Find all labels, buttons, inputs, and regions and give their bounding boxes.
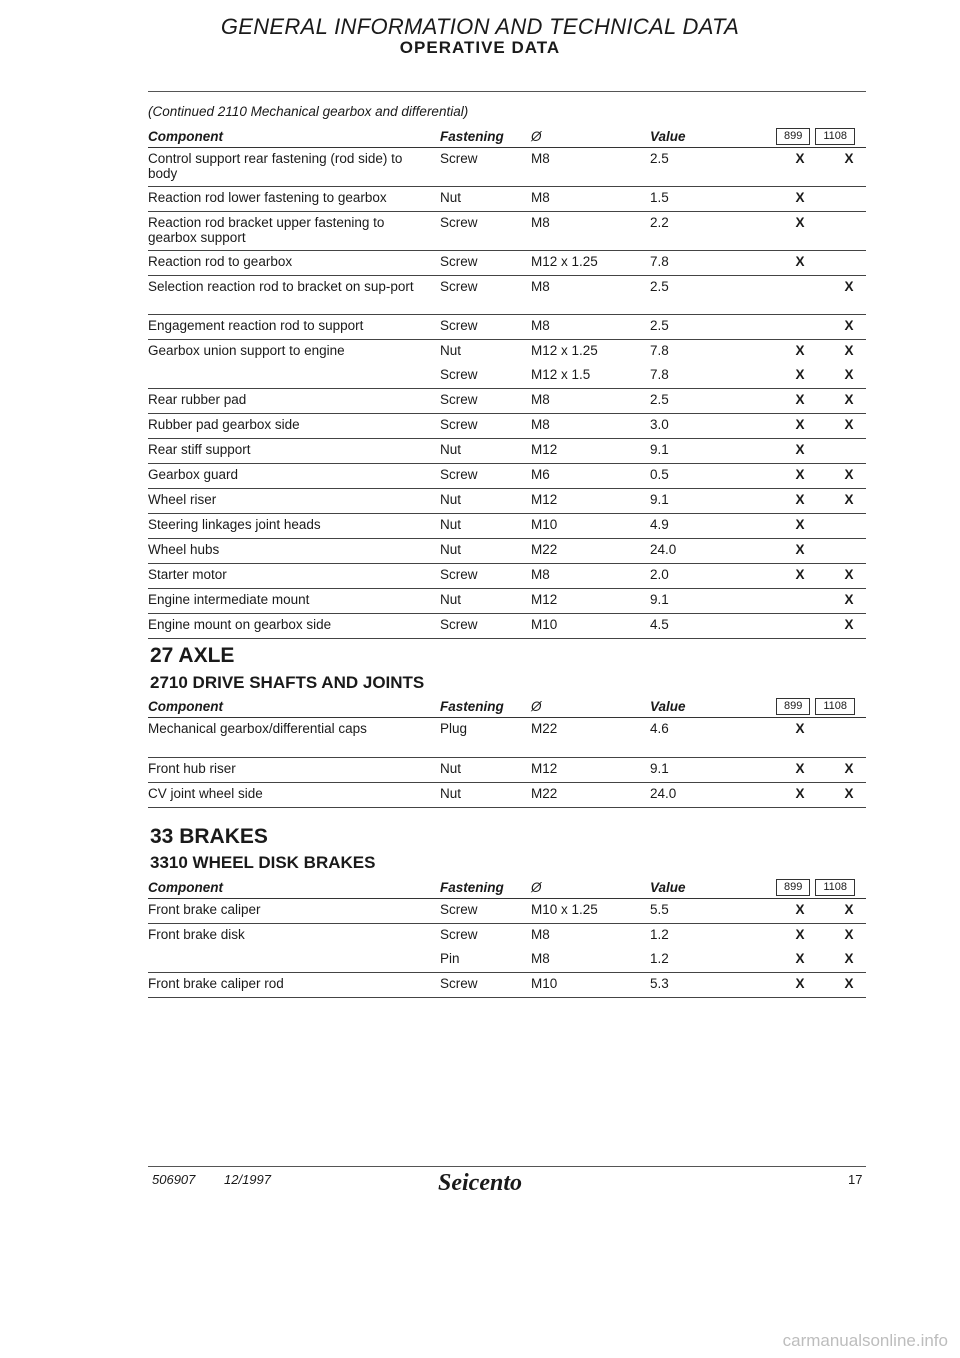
cell-model-1108: X — [844, 279, 854, 294]
cell-diameter: M10 — [531, 617, 558, 632]
table-row — [148, 187, 866, 212]
table-row — [148, 539, 866, 564]
cell-component: Rubber pad gearbox side — [148, 417, 300, 432]
cell-component: Steering linkages joint heads — [148, 517, 321, 532]
table-row — [148, 389, 866, 414]
col-fastening: Fastening — [440, 880, 504, 895]
cell-diameter: M8 — [531, 279, 550, 294]
col-diameter: Ø — [531, 129, 542, 144]
cell-model-899: X — [795, 254, 805, 269]
cell-fastening: Screw — [440, 467, 478, 482]
cell-model-1108: X — [844, 902, 854, 917]
cell-value: 3.0 — [650, 417, 669, 432]
col-fastening: Fastening — [440, 129, 504, 144]
cell-fastening: Nut — [440, 343, 462, 358]
page-subtitle: OPERATIVE DATA — [399, 38, 561, 57]
table-row — [148, 758, 866, 783]
cell-component: Engine mount on gearbox side — [148, 617, 332, 632]
cell-fastening: Screw — [440, 417, 478, 432]
table-row — [148, 718, 866, 758]
model-boxes — [776, 127, 860, 145]
cell-model-899: X — [795, 467, 805, 482]
cell-value: 0.5 — [650, 467, 669, 482]
cell-model-899: X — [795, 902, 805, 917]
cell-fastening: Screw — [440, 976, 478, 991]
cell-component: Rear stiff support — [148, 442, 251, 457]
col-value: Value — [650, 699, 686, 714]
cell-value: 7.8 — [650, 367, 669, 382]
table-axle — [148, 696, 866, 808]
cell-diameter: M12 — [531, 492, 558, 507]
footer-divider — [148, 1166, 866, 1167]
table-row — [148, 899, 866, 924]
table-row — [148, 340, 866, 364]
cell-value: 4.5 — [650, 617, 669, 632]
cell-diameter: M12 — [531, 592, 558, 607]
cell-model-1108: X — [844, 761, 854, 776]
cell-diameter: M12 — [531, 442, 558, 457]
cell-fastening: Screw — [440, 151, 478, 166]
cell-fastening: Nut — [440, 492, 462, 507]
cell-model-899: X — [795, 151, 805, 166]
table-row — [148, 439, 866, 464]
cell-fastening: Nut — [440, 761, 462, 776]
cell-component: Mechanical gearbox/differential caps — [148, 721, 367, 736]
footer-brand-logo: Seicento — [438, 1170, 522, 1196]
cell-value: 24.0 — [650, 786, 677, 801]
cell-component: Gearbox guard — [148, 467, 239, 482]
cell-diameter: M6 — [531, 467, 550, 482]
cell-value: 5.3 — [650, 976, 669, 991]
cell-model-1108: X — [844, 467, 854, 482]
continued-note: (Continued 2110 Mechanical gearbox and differential) — [148, 104, 469, 119]
cell-model-899: X — [795, 343, 805, 358]
cell-fastening: Screw — [440, 318, 478, 333]
cell-value: 2.2 — [650, 215, 669, 230]
cell-diameter: M12 x 1.25 — [531, 254, 598, 269]
table-row — [148, 251, 866, 276]
cell-model-899: X — [795, 392, 805, 407]
cell-value: 9.1 — [650, 761, 669, 776]
cell-diameter: M22 — [531, 786, 558, 801]
cell-model-899: X — [795, 976, 805, 991]
cell-component: Reaction rod bracket upper fastening to gearbox support — [148, 215, 385, 245]
cell-model-1108: X — [844, 617, 854, 632]
cell-value: 24.0 — [650, 542, 677, 557]
cell-diameter: M8 — [531, 215, 550, 230]
footer-date: 12/1997 — [224, 1172, 271, 1187]
cell-model-899: X — [795, 190, 805, 205]
cell-model-899: X — [795, 215, 805, 230]
cell-model-1108: X — [844, 492, 854, 507]
cell-fastening: Screw — [440, 617, 478, 632]
cell-model-899: X — [795, 786, 805, 801]
model-1108-box: 1108 — [815, 698, 855, 715]
model-boxes — [776, 878, 860, 896]
cell-fastening: Screw — [440, 902, 478, 917]
cell-value: 2.5 — [650, 392, 669, 407]
table-header — [148, 696, 866, 718]
cell-component: Gearbox union support to engine — [148, 343, 345, 358]
model-899-box: 899 — [776, 879, 810, 896]
cell-value: 9.1 — [650, 592, 669, 607]
cell-value: 2.5 — [650, 318, 669, 333]
cell-value: 2.5 — [650, 151, 669, 166]
section-title-axle: 27 AXLE — [150, 644, 235, 667]
cell-fastening: Screw — [440, 567, 478, 582]
cell-component: Engine intermediate mount — [148, 592, 310, 607]
table-row — [148, 564, 866, 589]
cell-fastening: Screw — [440, 279, 478, 294]
cell-model-1108: X — [844, 318, 854, 333]
cell-diameter: M10 — [531, 517, 558, 532]
section-title-brakes: 33 BRAKES — [150, 825, 268, 848]
table-row — [148, 783, 866, 808]
table-gearbox — [148, 126, 866, 639]
cell-diameter: M8 — [531, 151, 550, 166]
cell-component: Front brake caliper rod — [148, 976, 284, 991]
cell-model-899: X — [795, 417, 805, 432]
cell-fastening: Nut — [440, 592, 462, 607]
cell-value: 5.5 — [650, 902, 669, 917]
watermark: carmanualsonline.info — [782, 1331, 948, 1350]
table-row — [148, 315, 866, 340]
cell-value: 4.9 — [650, 517, 669, 532]
cell-component: Rear rubber pad — [148, 392, 247, 407]
cell-diameter: M12 — [531, 761, 558, 776]
table-row — [148, 589, 866, 614]
cell-model-899: X — [795, 927, 805, 942]
cell-model-899: X — [795, 951, 805, 966]
table-brakes — [148, 877, 866, 998]
cell-model-1108: X — [844, 951, 854, 966]
table-row — [148, 514, 866, 539]
col-component: Component — [148, 129, 223, 144]
cell-model-899: X — [795, 517, 805, 532]
table-row — [148, 364, 866, 389]
table-row — [148, 614, 866, 639]
cell-fastening: Screw — [440, 215, 478, 230]
cell-fastening: Screw — [440, 927, 478, 942]
model-899-box: 899 — [776, 698, 810, 715]
table-row — [148, 489, 866, 514]
cell-model-1108: X — [844, 592, 854, 607]
cell-component: Reaction rod lower fastening to gearbox — [148, 190, 387, 205]
cell-model-1108: X — [844, 392, 854, 407]
col-diameter: Ø — [531, 880, 542, 895]
cell-value: 2.5 — [650, 279, 669, 294]
cell-value: 1.2 — [650, 927, 669, 942]
cell-diameter: M8 — [531, 567, 550, 582]
table-header — [148, 126, 866, 148]
cell-component: Engagement reaction rod to support — [148, 318, 364, 333]
cell-component: Reaction rod to gearbox — [148, 254, 293, 269]
cell-component: Control support rear fastening (rod side) to body — [148, 151, 403, 181]
cell-model-899: X — [795, 492, 805, 507]
cell-component: Wheel riser — [148, 492, 217, 507]
cell-fastening: Nut — [440, 517, 462, 532]
table-header — [148, 877, 866, 899]
col-fastening: Fastening — [440, 699, 504, 714]
cell-fastening: Screw — [440, 392, 478, 407]
cell-model-899: X — [795, 542, 805, 557]
col-value: Value — [650, 129, 686, 144]
cell-fastening: Screw — [440, 367, 478, 382]
cell-model-1108: X — [844, 343, 854, 358]
cell-model-899: X — [795, 367, 805, 382]
cell-diameter: M22 — [531, 721, 558, 736]
col-component: Component — [148, 880, 223, 895]
cell-component: Front brake disk — [148, 927, 245, 942]
cell-value: 4.6 — [650, 721, 669, 736]
cell-fastening: Nut — [440, 442, 462, 457]
cell-fastening: Nut — [440, 786, 462, 801]
cell-diameter: M8 — [531, 927, 550, 942]
cell-value: 9.1 — [650, 492, 669, 507]
table-row — [148, 464, 866, 489]
cell-fastening: Plug — [440, 721, 468, 736]
subsection-title-disk-brakes: 3310 WHEEL DISK BRAKES — [150, 853, 376, 872]
cell-diameter: M8 — [531, 392, 550, 407]
cell-value: 2.0 — [650, 567, 669, 582]
model-1108-box: 1108 — [815, 128, 855, 145]
table-row — [148, 973, 866, 998]
subsection-title-drive-shafts: 2710 DRIVE SHAFTS AND JOINTS — [150, 673, 425, 692]
col-value: Value — [650, 880, 686, 895]
cell-model-1108: X — [844, 367, 854, 382]
cell-value: 1.5 — [650, 190, 669, 205]
page-number: 17 — [848, 1172, 863, 1187]
table-row — [148, 276, 866, 315]
cell-component: CV joint wheel side — [148, 786, 263, 801]
cell-component: Wheel hubs — [148, 542, 220, 557]
cell-fastening: Screw — [440, 254, 478, 269]
cell-model-1108: X — [844, 151, 854, 166]
cell-diameter: M8 — [531, 417, 550, 432]
cell-model-1108: X — [844, 927, 854, 942]
cell-value: 7.8 — [650, 254, 669, 269]
model-boxes — [776, 697, 860, 715]
cell-model-1108: X — [844, 786, 854, 801]
cell-value: 7.8 — [650, 343, 669, 358]
cell-diameter: M8 — [531, 318, 550, 333]
table-row — [148, 948, 866, 973]
cell-component: Front hub riser — [148, 761, 236, 776]
col-diameter: Ø — [531, 699, 542, 714]
table-row — [148, 148, 866, 187]
cell-diameter: M10 — [531, 976, 558, 991]
cell-component: Front brake caliper — [148, 902, 261, 917]
table-row — [148, 924, 866, 948]
model-899-box: 899 — [776, 128, 810, 145]
cell-component: Starter motor — [148, 567, 227, 582]
cell-model-899: X — [795, 567, 805, 582]
table-row — [148, 414, 866, 439]
page-title: GENERAL INFORMATION AND TECHNICAL DATA — [220, 14, 740, 39]
cell-model-1108: X — [844, 567, 854, 582]
cell-model-1108: X — [844, 976, 854, 991]
cell-component: Selection reaction rod to bracket on sup-port — [148, 279, 414, 294]
model-1108-box: 1108 — [815, 879, 855, 896]
cell-diameter: M10 x 1.25 — [531, 902, 598, 917]
cell-fastening: Nut — [440, 542, 462, 557]
table-row — [148, 212, 866, 251]
cell-value: 9.1 — [650, 442, 669, 457]
cell-diameter: M12 x 1.25 — [531, 343, 598, 358]
cell-diameter: M12 x 1.5 — [531, 367, 591, 382]
cell-fastening: Nut — [440, 190, 462, 205]
col-component: Component — [148, 699, 223, 714]
divider — [148, 91, 866, 92]
cell-value: 1.2 — [650, 951, 669, 966]
cell-diameter: M8 — [531, 190, 550, 205]
cell-model-899: X — [795, 761, 805, 776]
cell-fastening: Pin — [440, 951, 460, 966]
cell-diameter: M8 — [531, 951, 550, 966]
cell-model-899: X — [795, 721, 805, 736]
cell-diameter: M22 — [531, 542, 558, 557]
footer-doc-number: 506907 — [152, 1172, 196, 1187]
cell-model-1108: X — [844, 417, 854, 432]
cell-model-899: X — [795, 442, 805, 457]
